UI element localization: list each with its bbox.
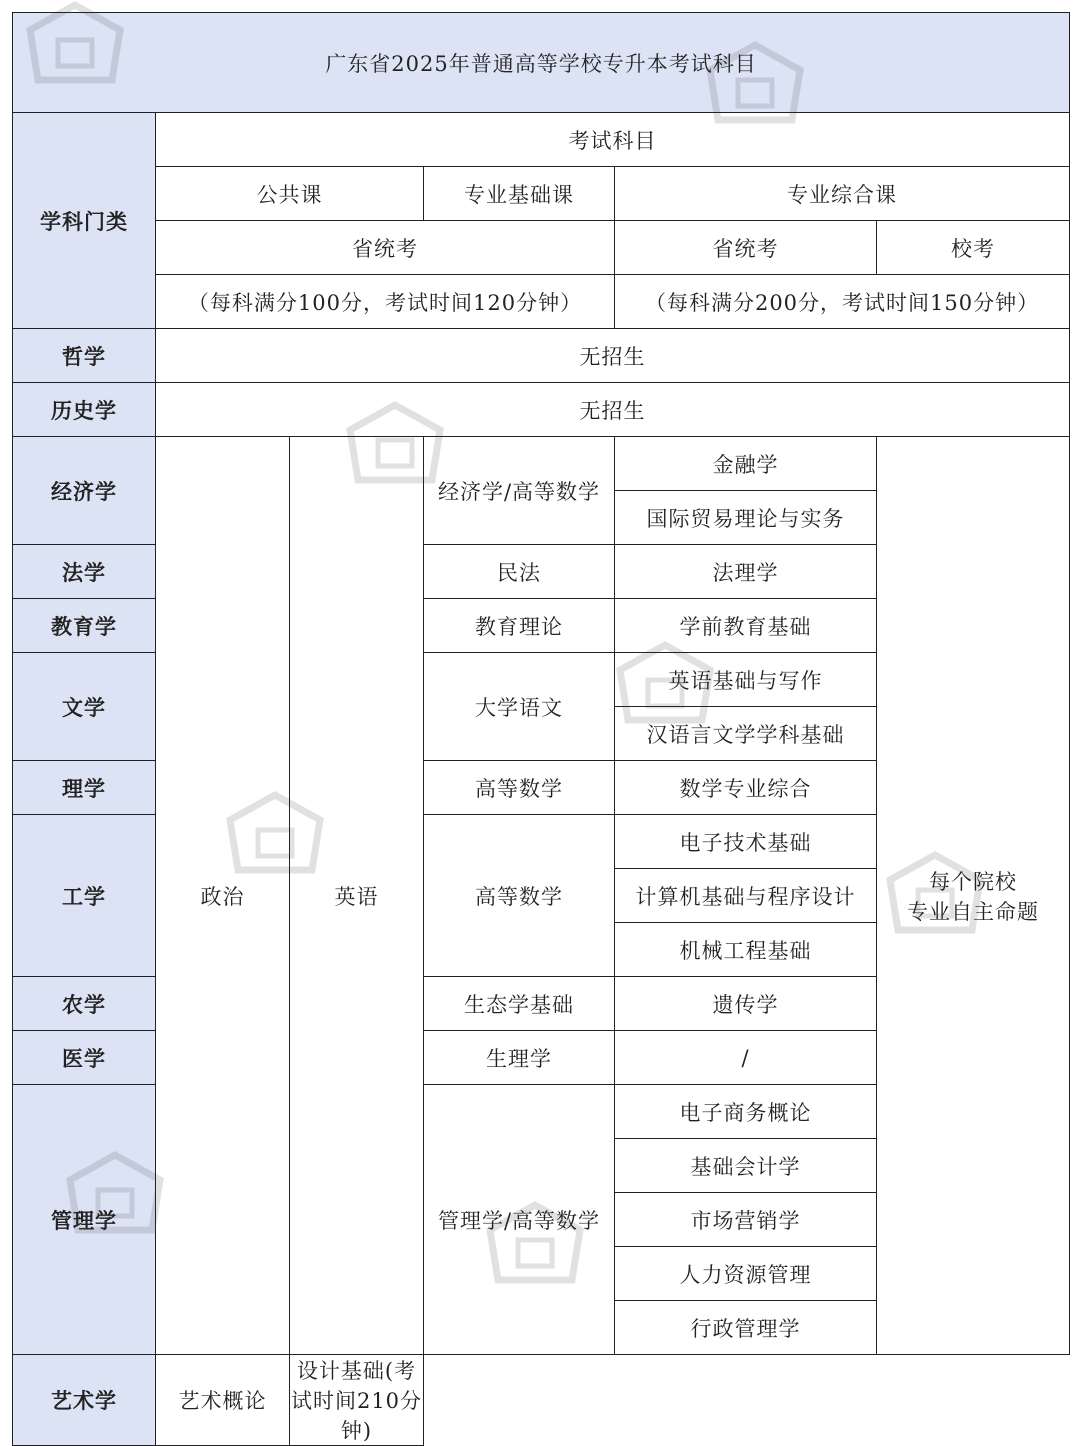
comprehensive-course-cell: 机械工程基础 [615,923,877,977]
comprehensive-course-cell: 学前教育基础 [615,599,877,653]
category-cell: 工学 [13,815,156,977]
category-cell: 农学 [13,977,156,1031]
comprehensive-course-cell: 市场营销学 [615,1193,877,1247]
basic-course-header: 专业基础课 [424,167,615,221]
comprehensive-course-cell: 数学专业综合 [615,761,877,815]
comprehensive-course-cell: 金融学 [615,437,877,491]
comprehensive-course-cell: 英语基础与写作 [615,653,877,707]
basic-course-cell: 生态学基础 [424,977,615,1031]
comprehensive-course-cell: 电子技术基础 [615,815,877,869]
basic-course-cell: 高等数学 [424,815,615,977]
basic-course-cell: 教育理论 [424,599,615,653]
basic-course-cell: 高等数学 [424,761,615,815]
politics-cell: 政治 [156,437,290,1355]
no-enroll-cell: 无招生 [156,383,1070,437]
comprehensive-course-cell: 法理学 [615,545,877,599]
exam-subjects-table [12,12,1070,1446]
category-cell: 医学 [13,1031,156,1085]
comprehensive-course-cell: 汉语言文学学科基础 [615,707,877,761]
comprehensive-course-cell: 国际贸易理论与实务 [615,491,877,545]
category-header: 学科门类 [13,113,156,329]
category-cell: 历史学 [13,383,156,437]
category-cell: 教育学 [13,599,156,653]
category-cell: 经济学 [13,437,156,545]
comprehensive-course-header: 专业综合课 [615,167,1070,221]
public-course-header: 公共课 [156,167,424,221]
school-exam-note: 专业自主命题 [907,899,1040,924]
comprehensive-course-cell: 电子商务概论 [615,1085,877,1139]
category-cell: 艺术学 [13,1355,156,1446]
school-exam-note: 每个院校 [929,869,1018,894]
school-exam-cell [877,437,1070,1355]
basic-course-cell: 大学语文 [424,653,615,761]
exam-subjects-header: 考试科目 [156,113,1070,167]
comprehensive-course-cell: 计算机基础与程序设计 [615,869,877,923]
comprehensive-course-cell: 设计基础(考试时间210分钟) [290,1355,424,1446]
category-cell: 文学 [13,653,156,761]
comprehensive-course-cell: 基础会计学 [615,1139,877,1193]
comprehensive-course-cell: 遗传学 [615,977,877,1031]
provincial-exam-header: 省统考 [156,221,615,275]
basic-course-cell: 生理学 [424,1031,615,1085]
category-cell: 管理学 [13,1085,156,1355]
comprehensive-course-cell: 人力资源管理 [615,1247,877,1301]
school-exam-header: 校考 [877,221,1070,275]
basic-course-cell: 管理学/高等数学 [424,1085,615,1355]
english-cell: 英语 [290,437,424,1355]
category-cell: 哲学 [13,329,156,383]
basic-course-cell: 经济学/高等数学 [424,437,615,545]
no-enroll-cell: 无招生 [156,329,1070,383]
category-cell: 理学 [13,761,156,815]
score-note: （每科满分200分，考试时间150分钟） [615,275,1070,329]
category-cell: 法学 [13,545,156,599]
basic-course-cell: 民法 [424,545,615,599]
comprehensive-course-cell: / [615,1031,877,1085]
basic-course-cell: 艺术概论 [156,1355,290,1446]
comprehensive-course-cell: 行政管理学 [615,1301,877,1355]
provincial-exam-header: 省统考 [615,221,877,275]
score-note: （每科满分100分，考试时间120分钟） [156,275,615,329]
page-title: 广东省2025年普通高等学校专升本考试科目 [13,13,1070,113]
